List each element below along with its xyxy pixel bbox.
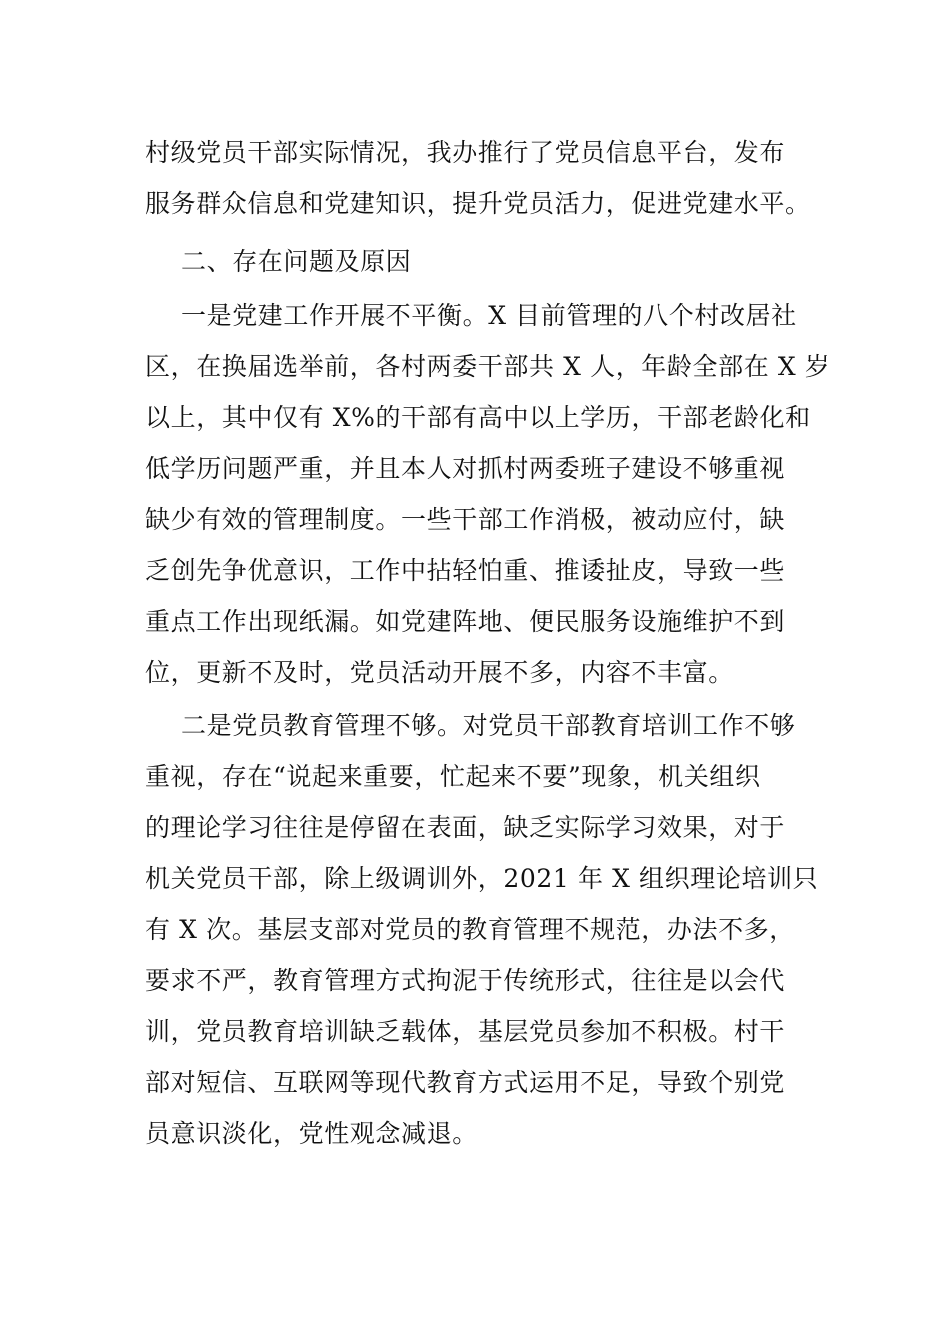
paragraph-education-management xyxy=(145,700,819,1159)
paragraph-line: 机关党员干部，除上级调训外，2021 年 X 组织理论培训只 xyxy=(145,864,819,893)
paragraph-line: 的理论学习往往是停留在表面，缺乏实际学习效果，对于 xyxy=(145,813,786,842)
paragraph-line: 区，在换届选举前，各村两委干部共 X 人，年龄全部在 X 岁 xyxy=(145,352,831,381)
paragraph-line: 一是党建工作开展不平衡。X 目前管理的八个村改居社 xyxy=(181,301,797,330)
section-heading: 二、存在问题及原因 xyxy=(181,247,412,276)
paragraph-line: 低学历问题严重，并且本人对抓村两委班子建设不够重视 xyxy=(145,454,786,483)
paragraph-line: 要求不严，教育管理方式拘泥于传统形式，往往是以会代 xyxy=(145,966,786,995)
paragraph-line: 训，党员教育培训缺乏载体，基层党员参加不积极。村干 xyxy=(145,1017,786,1046)
paragraph-line: 缺少有效的管理制度。一些干部工作消极，被动应付，缺 xyxy=(145,505,786,534)
continuation-paragraph xyxy=(145,127,811,229)
paragraph-line: 村级党员干部实际情况，我办推行了党员信息平台，发布 xyxy=(145,138,786,167)
paragraph-line: 部对短信、互联网等现代教育方式运用不足，导致个别党 xyxy=(145,1068,786,1097)
paragraph-line: 重视，存在“说起来重要，忙起来不要”现象，机关组织 xyxy=(145,762,761,791)
paragraph-line: 员意识淡化，党性观念减退。 xyxy=(145,1119,478,1148)
section-heading-block xyxy=(145,236,805,287)
paragraph-line: 服务群众信息和党建知识，提升党员活力，促进党建水平。 xyxy=(145,189,811,218)
paragraph-line: 有 X 次。基层支部对党员的教育管理不规范，办法不多， xyxy=(145,915,795,944)
paragraph-line: 重点工作出现纸漏。如党建阵地、便民服务设施维护不到 xyxy=(145,607,786,636)
paragraph-line: 乏创先争优意识，工作中拈轻怕重、推诿扯皮，导致一些 xyxy=(145,556,786,585)
paragraph-line: 以上，其中仅有 X%的干部有高中以上学历，干部老龄化和 xyxy=(145,403,811,432)
paragraph-line: 二是党员教育管理不够。对党员干部教育培训工作不够 xyxy=(181,711,796,740)
paragraph-party-building-imbalance xyxy=(145,290,831,698)
paragraph-line: 位，更新不及时，党员活动开展不多，内容不丰富。 xyxy=(145,658,734,687)
